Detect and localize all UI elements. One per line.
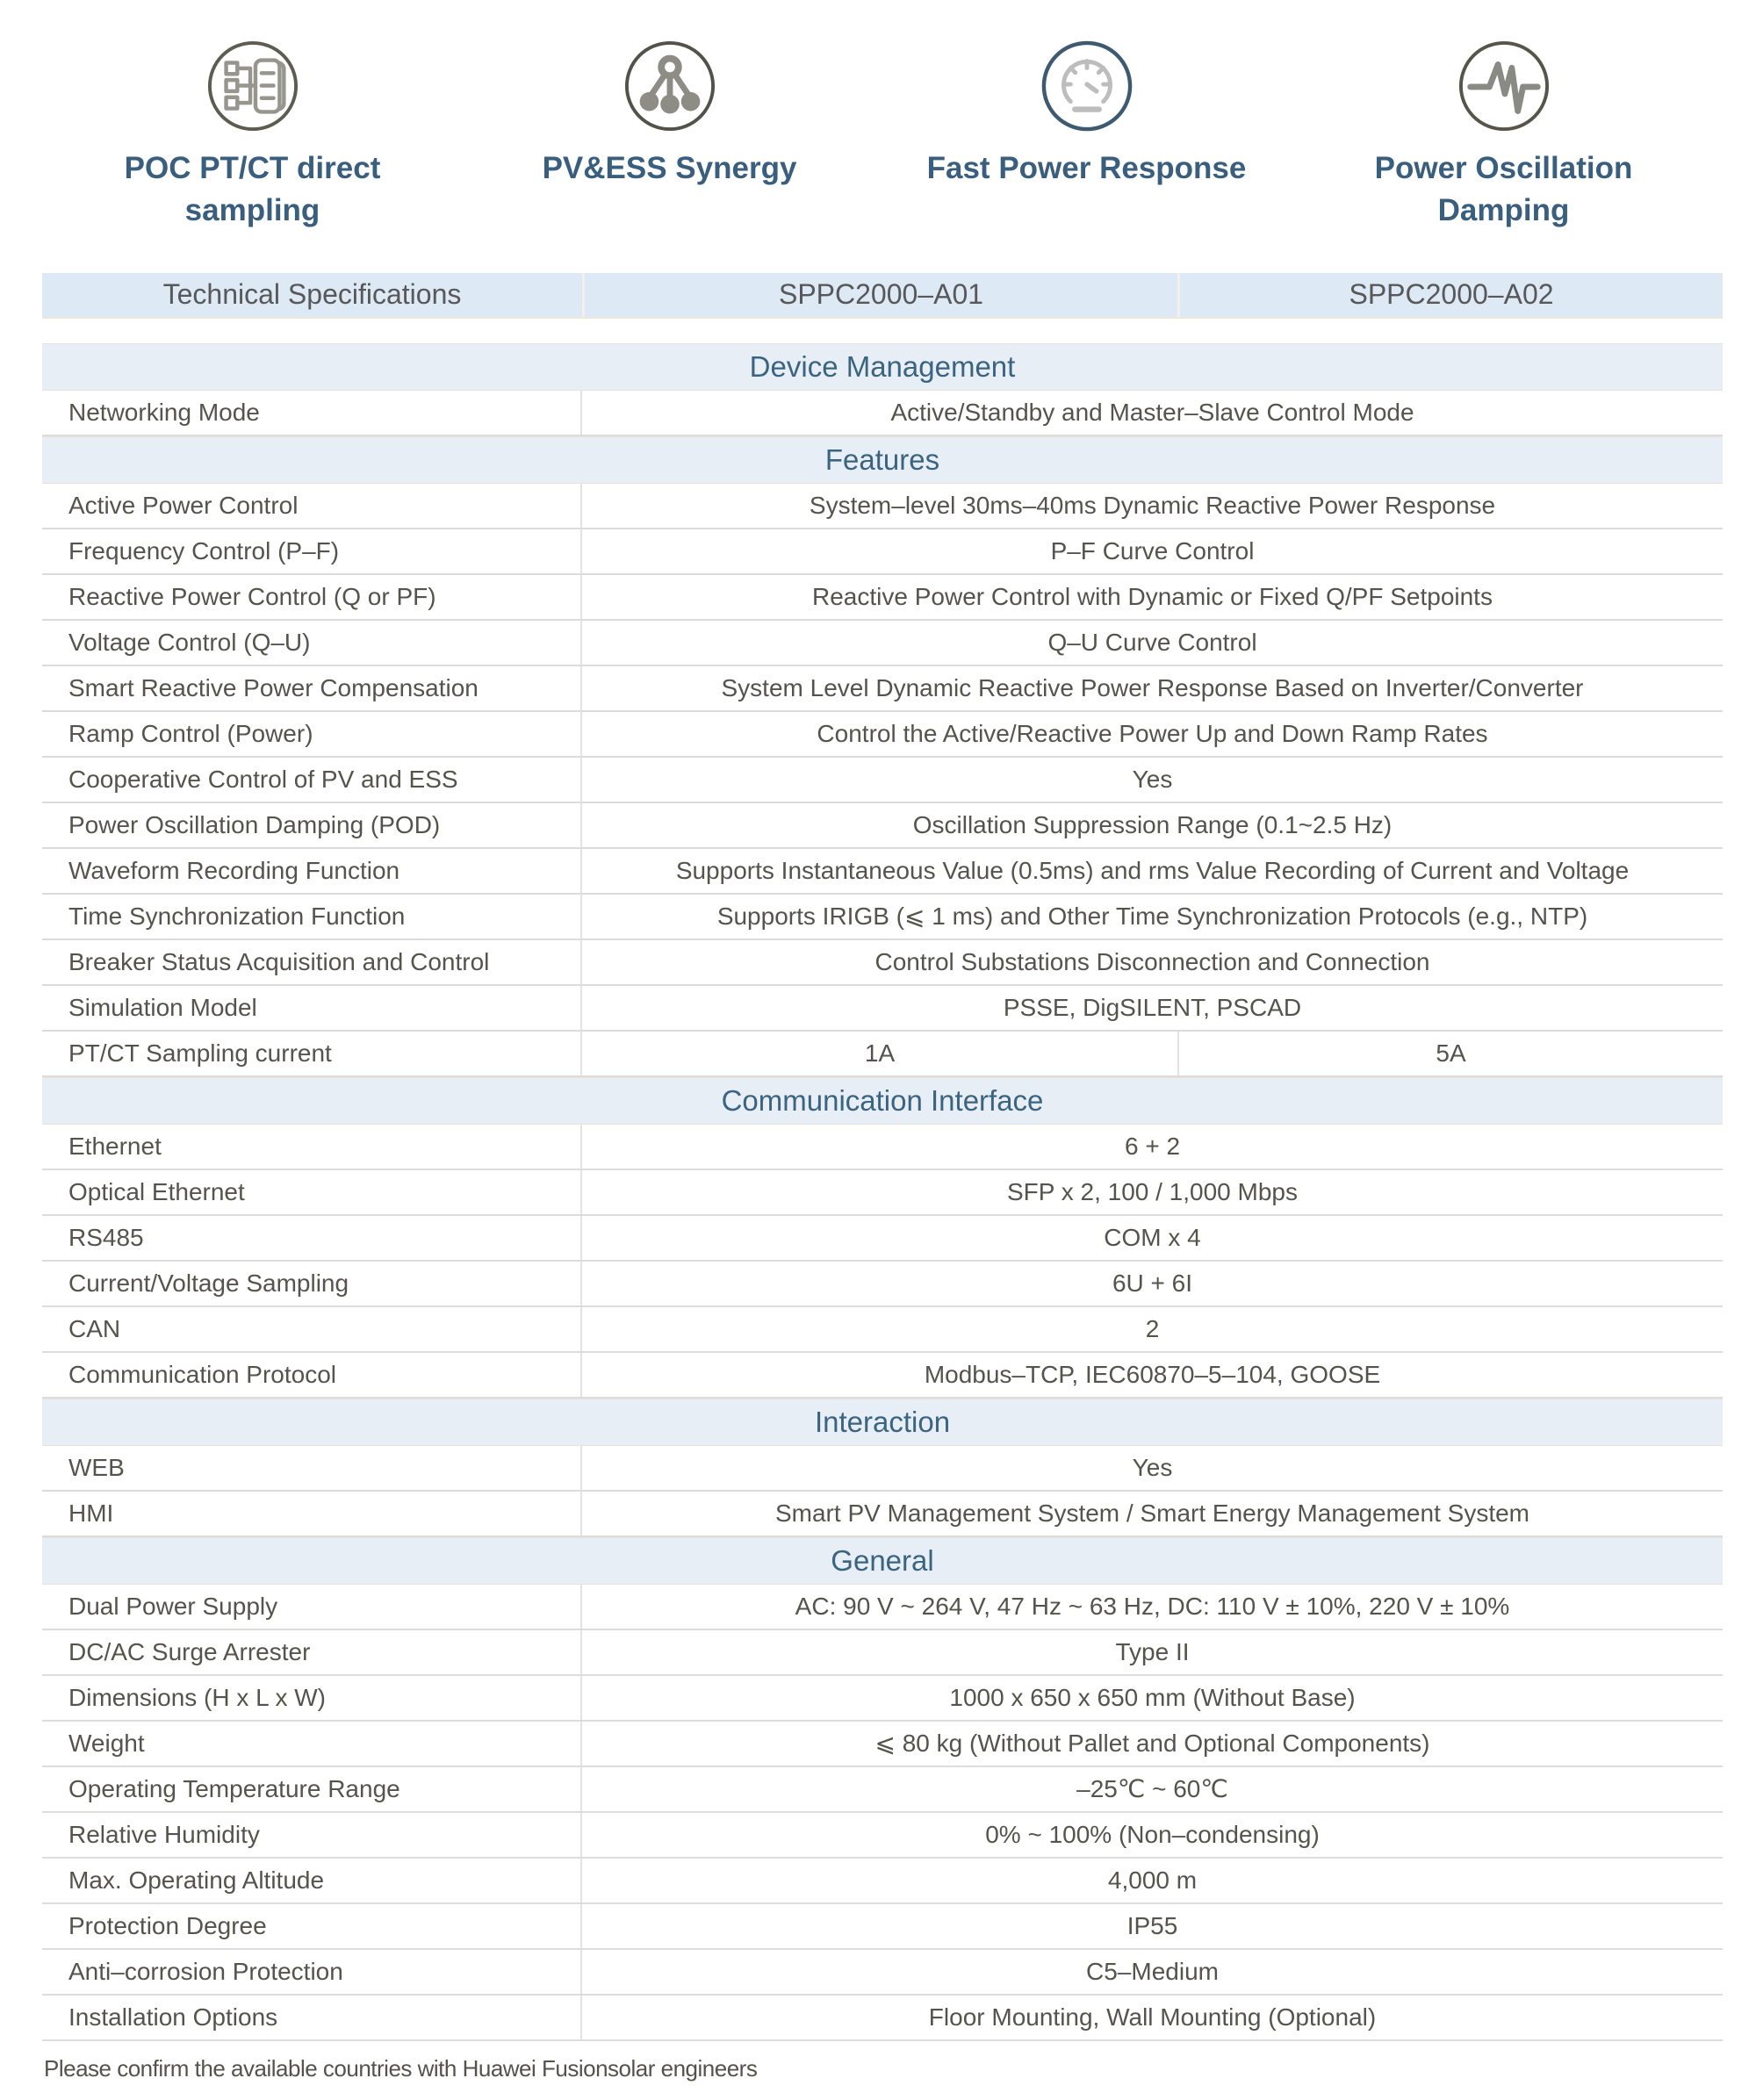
spec-row-label: Active Power Control <box>42 484 582 528</box>
spec-row-value: Floor Mounting, Wall Mounting (Optional) <box>928 2003 1377 2031</box>
spec-row-label: Dimensions (H x L x W) <box>42 1676 582 1720</box>
spec-row <box>42 1859 1723 1904</box>
spec-row <box>42 575 1723 621</box>
spec-row-label: Weight <box>42 1722 582 1766</box>
table-header-model-a02: SPPC2000–A02 <box>1177 273 1723 317</box>
spec-row <box>42 1307 1723 1353</box>
spec-row <box>42 484 1723 529</box>
spec-row-label: Networking Mode <box>42 391 582 435</box>
spec-row-label: PT/CT Sampling current <box>42 1032 582 1075</box>
spec-row <box>42 621 1723 666</box>
feature-pv-ess-synergy <box>461 35 878 233</box>
spec-row-label: DC/AC Surge Arrester <box>42 1630 582 1674</box>
spec-row-value: Supports IRIGB (⩽ 1 ms) and Other Time Synchronization Protocols (e.g., NTP) <box>716 903 1588 931</box>
table-header-model-a01: SPPC2000–A01 <box>582 273 1177 317</box>
spec-row-label: Current/Voltage Sampling <box>42 1262 582 1305</box>
pv-ess-synergy-icon <box>623 35 717 137</box>
section-title: Device Management <box>749 349 1016 383</box>
spec-section <box>42 436 1723 1077</box>
features-bar <box>0 0 1756 233</box>
spec-row-value: SFP x 2, 100 / 1,000 Mbps <box>1006 1177 1298 1205</box>
spec-row <box>42 1996 1723 2041</box>
section-title: Communication Interface <box>721 1083 1044 1117</box>
section-title: Interaction <box>814 1405 951 1438</box>
spec-row <box>42 1813 1723 1859</box>
spec-row-value: COM x 4 <box>1104 1223 1201 1251</box>
spec-row-label: Voltage Control (Q–U) <box>42 621 582 665</box>
spec-row-value: Control Substations Disconnection and Connection <box>874 947 1430 975</box>
spec-row-label: Anti–corrosion Protection <box>42 1950 582 1994</box>
spec-row-label: Smart Reactive Power Compensation <box>42 666 582 710</box>
fast-power-gauge-icon <box>1040 35 1134 137</box>
spec-row-dual <box>42 1032 1723 1077</box>
power-oscillation-icon <box>1457 35 1551 137</box>
spec-row-label: Operating Temperature Range <box>42 1767 582 1811</box>
spec-row <box>42 1125 1723 1170</box>
spec-row-value: IP55 <box>1126 1911 1178 1939</box>
spec-row-label: Communication Protocol <box>42 1353 582 1397</box>
spec-row <box>42 391 1723 436</box>
spec-row-label: Cooperative Control of PV and ESS <box>42 758 582 802</box>
spec-row-value: Reactive Power Control with Dynamic or Fixed Q/PF Setpoints <box>812 582 1493 610</box>
spec-row <box>42 1446 1723 1492</box>
feature-power-oscillation-damping <box>1295 35 1712 233</box>
spec-row-label: Simulation Model <box>42 986 582 1030</box>
spec-row-value: 2 <box>1145 1314 1160 1342</box>
spec-row <box>42 1170 1723 1216</box>
spec-row-label: Dual Power Supply <box>42 1585 582 1629</box>
spec-row <box>42 895 1723 940</box>
spec-row-label: Ethernet <box>42 1125 582 1169</box>
spec-row-value: AC: 90 V ~ 264 V, 47 Hz ~ 63 Hz, DC: 110 V ± 10%, 220 V ± 10% <box>795 1592 1510 1620</box>
spec-row-value: ⩽ 80 kg (Without Pallet and Optional Components) <box>874 1730 1430 1758</box>
spec-row-label: HMI <box>42 1492 582 1535</box>
spec-row-value: Type II <box>1115 1637 1190 1665</box>
spec-row-value: Smart PV Management System / Smart Energy Management System <box>774 1499 1529 1527</box>
spec-row-value: –25℃ ~ 60℃ <box>1076 1775 1228 1803</box>
spec-row-label: Ramp Control (Power) <box>42 712 582 756</box>
spec-row-label: Protection Degree <box>42 1904 582 1948</box>
spec-row-value: 0% ~ 100% (Non–condensing) <box>985 1820 1320 1848</box>
spec-table-body <box>42 343 1723 2041</box>
spec-row <box>42 666 1723 712</box>
spec-row-label: Relative Humidity <box>42 1813 582 1857</box>
section-header <box>42 1399 1723 1446</box>
spec-row-value: System–level 30ms–40ms Dynamic Reactive Power Response <box>809 491 1496 519</box>
spec-row <box>42 1216 1723 1262</box>
spec-section <box>42 1537 1723 2041</box>
spec-row-value-a02: 5A <box>1177 1032 1723 1075</box>
spec-row <box>42 1262 1723 1307</box>
spec-section <box>42 343 1723 436</box>
spec-row <box>42 1904 1723 1950</box>
table-header-title: Technical Specifications <box>162 278 462 311</box>
spec-row-value: System Level Dynamic Reactive Power Response Based on Inverter/Converter <box>721 673 1584 701</box>
spec-row-value: 4,000 m <box>1107 1866 1198 1894</box>
spec-row-label: RS485 <box>42 1216 582 1260</box>
spec-table-header-row <box>42 273 1723 319</box>
spec-row-label: Reactive Power Control (Q or PF) <box>42 575 582 619</box>
section-rows <box>42 1585 1723 2041</box>
spec-row <box>42 1767 1723 1813</box>
spec-row <box>42 986 1723 1032</box>
section-rows <box>42 1125 1723 1399</box>
spec-row-value: Oscillation Suppression Range (0.1~2.5 Hz) <box>912 810 1393 838</box>
spec-row <box>42 1722 1723 1767</box>
spec-row <box>42 529 1723 575</box>
spec-row-label: Time Synchronization Function <box>42 895 582 939</box>
feature-poc-ptct-sampling <box>44 35 461 233</box>
spec-row-value: Active/Standby and Master–Slave Control Mode <box>890 398 1414 426</box>
feature-label: PV&ESS Synergy <box>542 151 797 185</box>
spec-row <box>42 712 1723 758</box>
spec-row-value: Control the Active/Reactive Power Up and Down Ramp Rates <box>817 719 1488 747</box>
spec-section <box>42 1077 1723 1399</box>
spec-section <box>42 1399 1723 1537</box>
spec-row <box>42 849 1723 895</box>
spec-row-value: PSSE, DigSILENT, PSCAD <box>1003 993 1302 1021</box>
spec-row-value: Yes <box>1132 1453 1173 1481</box>
spec-row <box>42 1492 1723 1537</box>
section-header <box>42 1077 1723 1125</box>
spec-row-label: Frequency Control (P–F) <box>42 529 582 573</box>
spec-row-label: Breaker Status Acquisition and Control <box>42 940 582 984</box>
spec-row-label: Max. Operating Altitude <box>42 1859 582 1902</box>
feature-label: Power Oscillation Damping <box>1374 151 1633 228</box>
spec-row-value: 6 + 2 <box>1124 1132 1181 1160</box>
spec-table <box>42 273 1723 2041</box>
spec-row-value: Modbus–TCP, IEC60870–5–104, GOOSE <box>924 1360 1381 1388</box>
spec-row <box>42 940 1723 986</box>
spec-row-value: 1000 x 650 x 650 mm (Without Base) <box>949 1683 1356 1711</box>
section-rows <box>42 1446 1723 1537</box>
spec-row-value: C5–Medium <box>1086 1957 1219 1985</box>
section-title: General <box>831 1543 934 1577</box>
spec-row <box>42 1630 1723 1676</box>
section-header <box>42 436 1723 484</box>
feature-fast-power-response <box>878 35 1295 233</box>
spec-row <box>42 803 1723 849</box>
footer-note: Please confirm the available countries with Huawei Fusionsolar engineers <box>44 2054 758 2082</box>
spec-row-value-a01: 1A <box>864 1039 896 1067</box>
spec-row-value: Yes <box>1132 765 1173 793</box>
spec-row <box>42 1676 1723 1722</box>
spec-row-label: Optical Ethernet <box>42 1170 582 1214</box>
section-header <box>42 1537 1723 1585</box>
section-title: Features <box>824 442 940 476</box>
spec-row <box>42 1353 1723 1399</box>
spec-row <box>42 1585 1723 1630</box>
spec-row-value: Q–U Curve Control <box>1047 628 1257 656</box>
spec-row-label: Installation Options <box>42 1996 582 2039</box>
spec-row <box>42 1950 1723 1996</box>
section-rows <box>42 391 1723 436</box>
spec-row-label: WEB <box>42 1446 582 1490</box>
feature-label: POC PT/CT direct sampling <box>124 151 381 228</box>
spec-row-label: CAN <box>42 1307 582 1351</box>
feature-label: Fast Power Response <box>926 151 1247 185</box>
spec-row-value: Supports Instantaneous Value (0.5ms) and rms Value Recording of Current and Voltage <box>675 856 1630 884</box>
spec-row-label: Power Oscillation Damping (POD) <box>42 803 582 847</box>
spec-row-value: 6U + 6I <box>1112 1269 1193 1297</box>
spec-row-value: P–F Curve Control <box>1050 536 1255 565</box>
spec-row-label: Waveform Recording Function <box>42 849 582 893</box>
section-rows <box>42 484 1723 1077</box>
spec-row <box>42 758 1723 803</box>
header-gap <box>42 319 1723 343</box>
section-header <box>42 343 1723 391</box>
poc-ptct-sampling-icon <box>205 35 300 137</box>
